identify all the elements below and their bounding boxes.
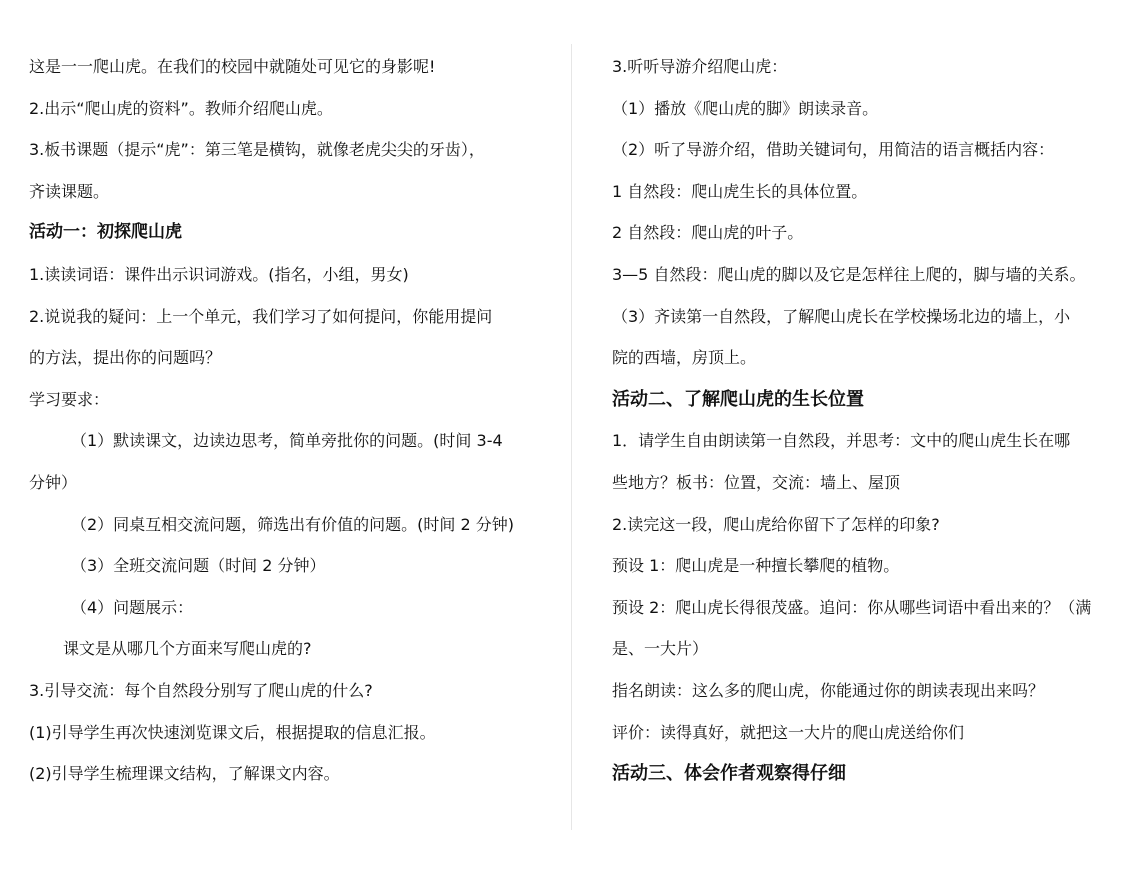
- section-heading-activity-3: 活动三、体会作者观察得仔细: [612, 763, 846, 785]
- text-line: 学习要求：: [29, 389, 110, 409]
- text-line: 2 自然段：爬山虎的叶子。: [612, 223, 804, 243]
- text-line: 分钟）: [29, 472, 78, 492]
- text-line: 齐读课题。: [29, 181, 110, 201]
- right-column: [612, 46, 1122, 795]
- text-line: （2）同桌互相交流问题，筛选出有价值的问题。(时间 2 分钟): [71, 514, 515, 534]
- text-line: 1．请学生自由朗读第一自然段，并思考：文中的爬山虎生长在哪: [612, 431, 1071, 451]
- text-line: 的方法，提出你的问题吗？: [29, 348, 222, 368]
- text-line: （1）播放《爬山虎的脚》朗读录音。: [612, 98, 879, 118]
- text-line: （4）问题展示：: [71, 597, 194, 617]
- text-line: 3.引导交流：每个自然段分别写了爬山虎的什么?: [29, 680, 373, 700]
- text-line: 预设 2：爬山虎长得很茂盛。追问：你从哪些词语中看出来的？（满: [612, 597, 1092, 617]
- text-line: (1)引导学生再次快速浏览课文后，根据提取的信息汇报。: [29, 722, 436, 742]
- text-line: 预设 1：爬山虎是一种擅长攀爬的植物。: [612, 556, 900, 576]
- text-line: 是、一大片）: [612, 639, 709, 659]
- text-line: （2）听了导游介绍，借助关键词句，用简洁的语言概括内容：: [612, 140, 1055, 160]
- text-line: (2)引导学生梳理课文结构，了解课文内容。: [29, 764, 340, 784]
- text-line: 3—5 自然段：爬山虎的脚以及它是怎样往上爬的，脚与墙的关系。: [612, 264, 1086, 284]
- text-line: 课文是从哪几个方面来写爬山虎的?: [63, 639, 312, 659]
- section-heading-activity-2: 活动二、了解爬山虎的生长位置: [612, 388, 864, 410]
- section-heading-activity-1: 活动一：初探爬山虎: [29, 222, 182, 243]
- text-line: 1.读读词语：课件出示识词游戏。(指名，小组，男女): [29, 264, 409, 284]
- text-line: 指名朗读：这么多的爬山虎，你能通过你的朗读表现出来吗？: [612, 680, 1045, 700]
- text-line: 评价：读得真好，就把这一大片的爬山虎送给你们: [612, 722, 965, 742]
- text-line: 2.说说我的疑问：上一个单元，我们学习了如何提问，你能用提问: [29, 306, 493, 326]
- column-divider: [571, 44, 572, 830]
- text-line: 院的西墙，房顶上。: [612, 348, 757, 368]
- text-line: 2.读完这一段，爬山虎给你留下了怎样的印象?: [612, 514, 940, 534]
- left-column: [29, 46, 554, 795]
- text-line: （3）全班交流问题（时间 2 分钟）: [71, 556, 326, 576]
- text-line: 3.板书课题（提示“虎”：第三笔是横钩，就像老虎尖尖的牙齿），: [29, 140, 485, 160]
- text-line: 2.出示“爬山虎的资料”。教师介绍爬山虎。: [29, 98, 333, 118]
- text-line: 些地方？板书：位置，交流：墙上、屋顶: [612, 472, 901, 492]
- text-line: （3）齐读第一自然段，了解爬山虎长在学校操场北边的墙上，小: [612, 306, 1071, 326]
- text-line: 这是一一爬山虎。在我们的校园中就随处可见它的身影呢!: [29, 57, 436, 76]
- text-line: 1 自然段：爬山虎生长的具体位置。: [612, 181, 868, 201]
- text-line: 3.听听导游介绍爬山虎：: [612, 57, 788, 76]
- text-line: （1）默读课文，边读边思考，简单旁批你的问题。(时间 3-4: [71, 431, 503, 451]
